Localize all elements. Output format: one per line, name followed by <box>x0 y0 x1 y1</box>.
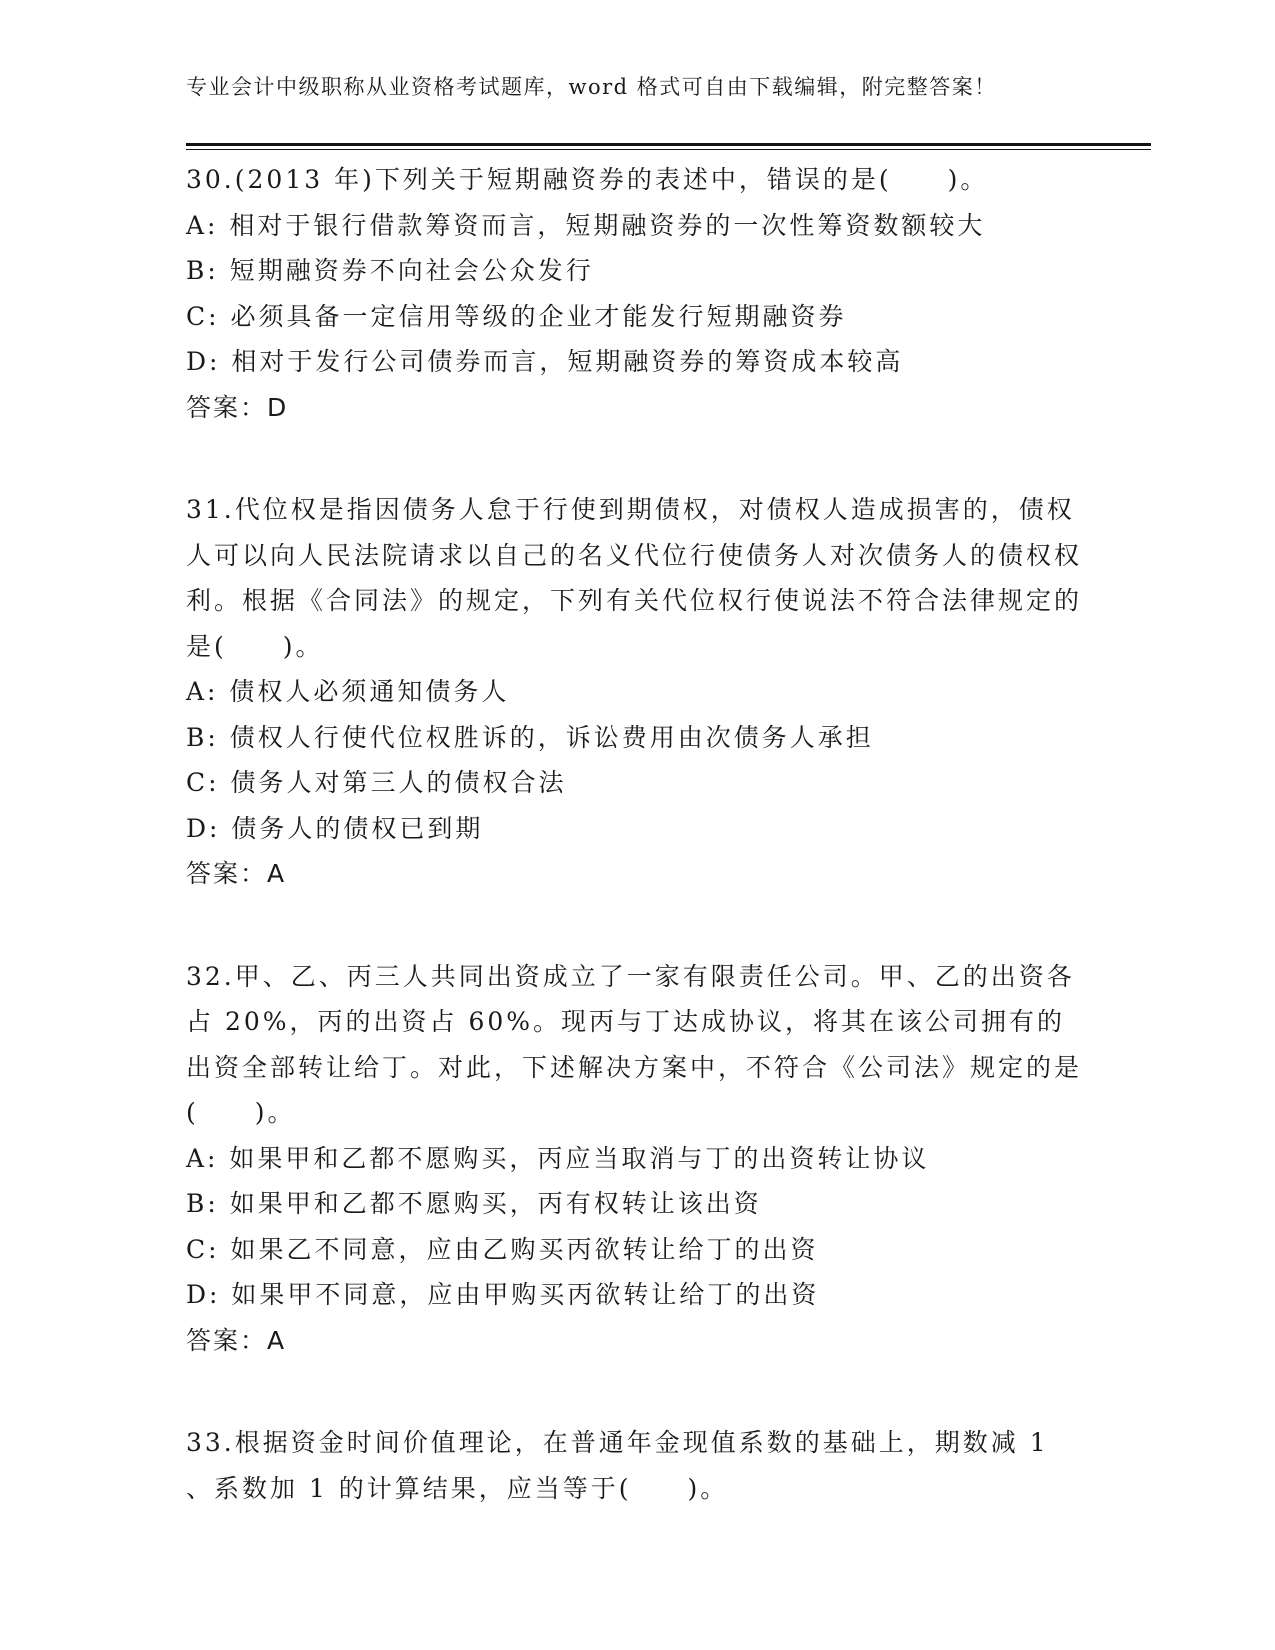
option-d: D: 债务人的债权已到期 <box>186 813 484 843</box>
header-rule-thin <box>186 149 1151 150</box>
question-30 <box>186 157 1086 430</box>
option-d: D: 如果甲不同意，应由甲购买丙欲转让给丁的出资 <box>186 1280 820 1309</box>
question-32 <box>186 954 1086 1364</box>
header-rule-thick <box>186 143 1151 146</box>
option-c: C: 如果乙不同意，应由乙购买丙欲转让给丁的出资 <box>186 1234 819 1264</box>
option-b: B: 短期融资券不向社会公众发行 <box>186 256 594 285</box>
question-stem: 30.(2013 年)下列关于短期融资券的表述中，错误的是( )。 <box>186 165 989 194</box>
option-d: D: 相对于发行公司债券而言，短期融资券的筹资成本较高 <box>186 347 904 376</box>
question-33 <box>186 1420 1086 1511</box>
answer: 答案：A <box>186 1325 287 1355</box>
question-stem: 33.根据资金时间价值理论，在普通年金现值系数的基础上，期数减 1 、系数加 1 的计算结果，应当等于( )。 <box>186 1428 1049 1503</box>
answer: 答案：A <box>186 859 287 888</box>
option-a: A: 债权人必须通知债务人 <box>186 677 510 706</box>
option-b: B: 债权人行使代位权胜诉的，诉讼费用由次债务人承担 <box>186 722 874 752</box>
option-a: A: 如果甲和乙都不愿购买，丙应当取消与丁的出资转让协议 <box>186 1143 930 1173</box>
page-header: 专业会计中级职称从业资格考试题库，word 格式可自由下载编辑，附完整答案！ <box>186 75 997 99</box>
question-list <box>186 157 1086 1568</box>
question-31 <box>186 487 1086 897</box>
option-b: B: 如果甲和乙都不愿购买，丙有权转让该出资 <box>186 1189 762 1218</box>
option-a: A: 相对于银行借款筹资而言，短期融资券的一次性筹资数额较大 <box>186 210 986 240</box>
option-c: C: 债务人对第三人的债权合法 <box>186 768 567 797</box>
option-c: C: 必须具备一定信用等级的企业才能发行短期融资券 <box>186 301 847 331</box>
question-stem: 32.甲、乙、丙三人共同出资成立了一家有限责任公司。甲、乙的出资各占 20%，丙的出资占 60%。现丙与丁达成协议，将其在该公司拥有的出资全部转让给丁。对此，下述解决方案中，不符合《公司法》规定的是( )。 <box>186 961 1083 1127</box>
answer: 答案：D <box>186 392 289 422</box>
question-stem: 31.代位权是指因债务人怠于行使到期债权，对债权人造成损害的，债权人可以向人民法院请求以自己的名义代位行使债务人对次债务人的债权权利。根据《合同法》的规定，下列有关代位权行使说法不符合法律规定的是( )。 <box>186 495 1083 661</box>
